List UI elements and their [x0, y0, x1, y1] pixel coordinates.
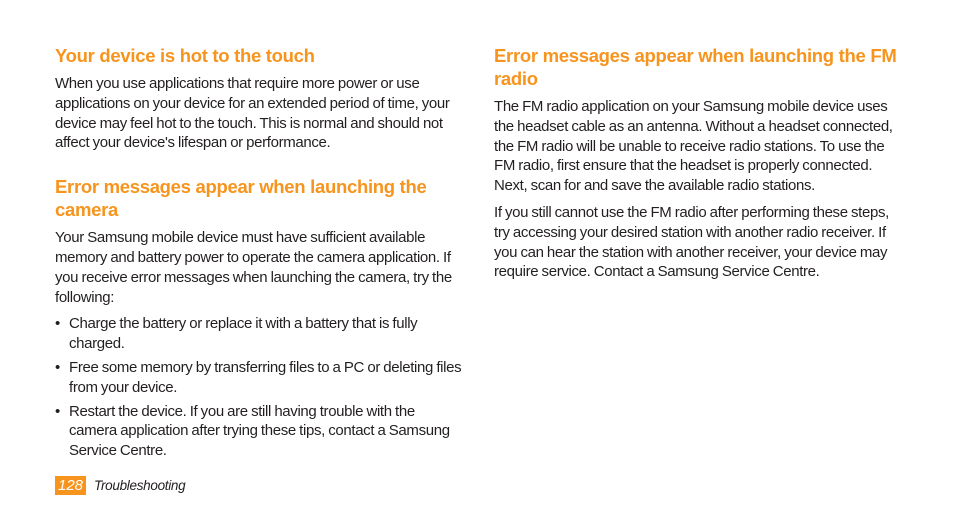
- paragraph-camera-error: Your Samsung mobile device must have sufficient available memory and battery power to operate the camera application. If you receive error messages when launching the camera, try the following:: [55, 229, 452, 306]
- list-item: [55, 358, 465, 398]
- list-item-text: Restart the device. If you are still having trouble with the camera application after trying these tips, contact a Samsung Service Centre.: [69, 402, 450, 460]
- footer-section-name: Troubleshooting: [94, 478, 186, 493]
- list-item-text: Free some memory by transferring files to a PC or deleting files from your device.: [69, 358, 462, 396]
- bullet-icon: •: [55, 358, 60, 376]
- camera-tips-list: [55, 314, 465, 461]
- page-footer: [55, 476, 185, 495]
- list-item-text: Charge the battery or replace it with a battery that is fully charged.: [69, 315, 418, 353]
- paragraph-device-hot: When you use applications that require more power or use applications on your device for an extended period of time, your device may feel hot to the touch. This is normal and should not affect your device's lifespan or performance.: [55, 75, 450, 152]
- bullet-icon: •: [55, 315, 60, 333]
- paragraph-fm-radio-1: The FM radio application on your Samsung mobile device uses the headset cable as an antenna. Without a headset connected, the FM radio will be unable to receive radio stations. To use the FM radio, first ensure that the headset is properly connected. Next, scan for and save the available radio stations.: [494, 98, 893, 195]
- left-column: [55, 44, 465, 465]
- page-number: 128: [55, 476, 86, 495]
- heading-device-hot: Your device is hot to the touch: [55, 45, 315, 66]
- heading-camera-error: Error messages appear when launching the camera: [55, 176, 427, 221]
- heading-fm-radio-error: Error messages appear when launching the FM radio: [494, 45, 897, 89]
- list-item: [55, 314, 465, 354]
- paragraph-fm-radio-2: If you still cannot use the FM radio after performing these steps, try accessing your desired station with another radio receiver. If you can hear the station with another receiver, your device may require service. Contact a Samsung Service Centre.: [494, 203, 889, 281]
- right-column: [494, 44, 904, 282]
- list-item: [55, 402, 465, 461]
- bullet-icon: •: [55, 402, 60, 420]
